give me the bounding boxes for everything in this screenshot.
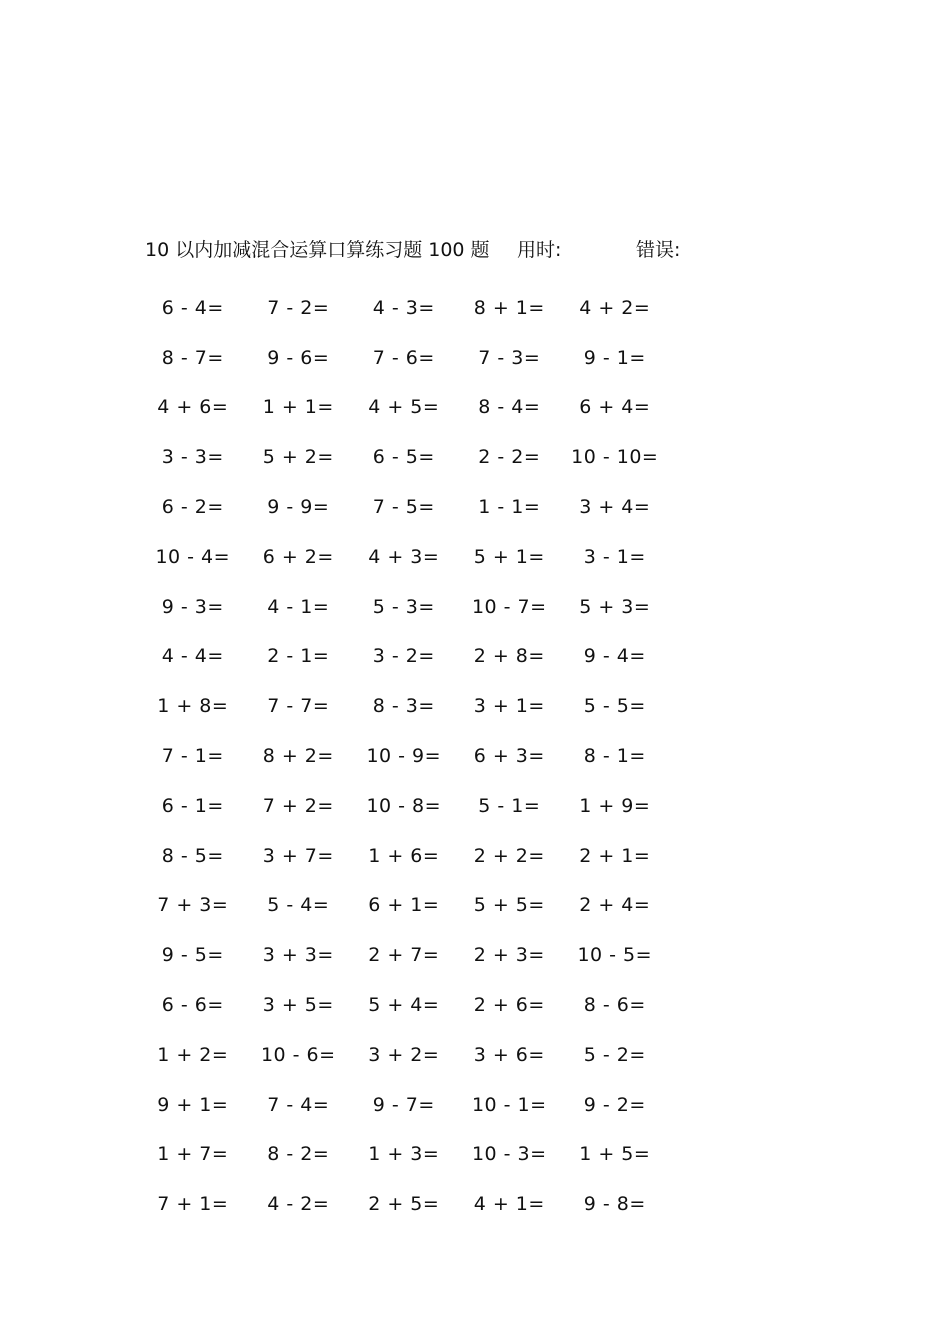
math-problem: 2 + 1= [579, 844, 651, 867]
math-problem: 4 + 5= [368, 396, 440, 419]
problem-row [140, 930, 670, 980]
math-problem: 6 - 4= [161, 296, 224, 319]
problem-row [140, 881, 670, 931]
problem-row [140, 582, 670, 632]
math-problem: 5 - 3= [372, 595, 435, 618]
math-problem: 8 - 3= [372, 695, 435, 718]
math-problem: 2 + 3= [473, 944, 545, 967]
problem-row [140, 1030, 670, 1080]
math-problem: 5 - 5= [583, 695, 646, 718]
math-problem: 7 - 5= [372, 496, 435, 519]
math-problem: 5 + 3= [579, 595, 651, 618]
math-problem: 7 - 6= [372, 346, 435, 369]
problem-row [140, 980, 670, 1030]
math-problem: 6 - 5= [372, 446, 435, 469]
math-problem: 2 + 4= [579, 894, 651, 917]
problem-row [140, 1080, 670, 1130]
math-problem: 10 - 4= [155, 545, 231, 568]
errors-label: 错误: [636, 239, 681, 261]
math-problem: 8 - 7= [161, 346, 224, 369]
math-problem: 6 - 2= [161, 496, 224, 519]
math-problem: 1 + 8= [157, 695, 229, 718]
math-problem: 3 + 2= [368, 1043, 440, 1066]
math-problem: 4 + 1= [473, 1193, 545, 1216]
math-problem: 1 + 2= [157, 1043, 229, 1066]
math-problem: 7 + 1= [157, 1193, 229, 1216]
problem-row [140, 781, 670, 831]
math-problem: 5 + 1= [473, 545, 545, 568]
math-problem: 9 - 1= [583, 346, 646, 369]
math-problem: 4 - 1= [267, 595, 330, 618]
math-problem: 7 - 1= [161, 745, 224, 768]
math-problem: 2 - 1= [267, 645, 330, 668]
math-problem: 5 - 4= [267, 894, 330, 917]
math-problem: 7 - 3= [478, 346, 541, 369]
math-problem: 1 + 3= [368, 1143, 440, 1166]
math-problem: 7 + 3= [157, 894, 229, 917]
math-problem: 8 - 4= [478, 396, 541, 419]
math-problem: 8 - 1= [583, 745, 646, 768]
math-problem: 5 + 4= [368, 994, 440, 1017]
math-problem: 3 - 3= [161, 446, 224, 469]
math-problem: 3 + 4= [579, 496, 651, 519]
problem-grid [140, 283, 670, 1229]
math-problem: 3 + 7= [262, 844, 334, 867]
problem-row [140, 831, 670, 881]
math-problem: 6 + 3= [473, 745, 545, 768]
problem-row [140, 432, 670, 482]
math-problem: 6 + 4= [579, 396, 651, 419]
math-problem: 4 + 3= [368, 545, 440, 568]
math-problem: 4 + 2= [579, 296, 651, 319]
problem-row [140, 283, 670, 333]
math-problem: 9 - 9= [267, 496, 330, 519]
math-problem: 2 + 2= [473, 844, 545, 867]
math-problem: 1 + 5= [579, 1143, 651, 1166]
math-problem: 5 - 1= [478, 794, 541, 817]
math-problem: 10 - 10= [571, 446, 659, 469]
math-problem: 7 - 2= [267, 296, 330, 319]
problem-row [140, 632, 670, 682]
math-problem: 8 - 6= [583, 994, 646, 1017]
math-problem: 9 - 4= [583, 645, 646, 668]
math-problem: 7 - 4= [267, 1093, 330, 1116]
math-problem: 2 - 2= [478, 446, 541, 469]
math-problem: 3 + 1= [473, 695, 545, 718]
math-problem: 10 - 6= [260, 1043, 336, 1066]
math-problem: 6 - 1= [161, 794, 224, 817]
problem-row [140, 532, 670, 582]
math-problem: 1 + 6= [368, 844, 440, 867]
math-problem: 6 + 2= [262, 545, 334, 568]
math-problem: 6 - 6= [161, 994, 224, 1017]
math-problem: 5 - 2= [583, 1043, 646, 1066]
math-problem: 6 + 1= [368, 894, 440, 917]
problem-row [140, 383, 670, 433]
math-problem: 3 - 2= [372, 645, 435, 668]
math-problem: 3 + 5= [262, 994, 334, 1017]
math-problem: 9 - 7= [372, 1093, 435, 1116]
problem-row [140, 731, 670, 781]
math-problem: 9 - 8= [583, 1193, 646, 1216]
math-problem: 10 - 1= [471, 1093, 547, 1116]
math-problem: 3 + 6= [473, 1043, 545, 1066]
math-problem: 5 + 2= [262, 446, 334, 469]
math-problem: 2 + 8= [473, 645, 545, 668]
math-problem: 1 + 7= [157, 1143, 229, 1166]
math-problem: 9 - 6= [267, 346, 330, 369]
math-problem: 10 - 3= [471, 1143, 547, 1166]
math-problem: 3 - 1= [583, 545, 646, 568]
math-problem: 2 + 6= [473, 994, 545, 1017]
math-problem: 10 - 5= [577, 944, 653, 967]
math-problem: 1 + 1= [262, 396, 334, 419]
math-problem: 4 - 4= [161, 645, 224, 668]
math-problem: 4 - 2= [267, 1193, 330, 1216]
math-problem: 8 + 2= [262, 745, 334, 768]
math-problem: 8 + 1= [473, 296, 545, 319]
math-problem: 3 + 3= [262, 944, 334, 967]
math-problem: 9 + 1= [157, 1093, 229, 1116]
math-problem: 7 - 7= [267, 695, 330, 718]
problem-row [140, 1179, 670, 1229]
worksheet-title: 10 以内加减混合运算口算练习题 100 题 [145, 239, 490, 261]
math-problem: 1 - 1= [478, 496, 541, 519]
math-problem: 4 + 6= [157, 396, 229, 419]
math-problem: 8 - 5= [161, 844, 224, 867]
math-problem: 8 - 2= [267, 1143, 330, 1166]
math-problem: 5 + 5= [473, 894, 545, 917]
problem-row [140, 681, 670, 731]
math-problem: 9 - 3= [161, 595, 224, 618]
problem-row [140, 1130, 670, 1180]
math-problem: 10 - 8= [366, 794, 442, 817]
math-problem: 10 - 9= [366, 745, 442, 768]
math-problem: 10 - 7= [471, 595, 547, 618]
math-problem: 1 + 9= [579, 794, 651, 817]
problem-row [140, 482, 670, 532]
math-problem: 9 - 5= [161, 944, 224, 967]
problem-row [140, 333, 670, 383]
math-problem: 9 - 2= [583, 1093, 646, 1116]
math-problem: 4 - 3= [372, 296, 435, 319]
math-problem: 2 + 5= [368, 1193, 440, 1216]
math-problem: 2 + 7= [368, 944, 440, 967]
math-problem: 7 + 2= [262, 794, 334, 817]
time-used-label: 用时: [517, 239, 562, 261]
